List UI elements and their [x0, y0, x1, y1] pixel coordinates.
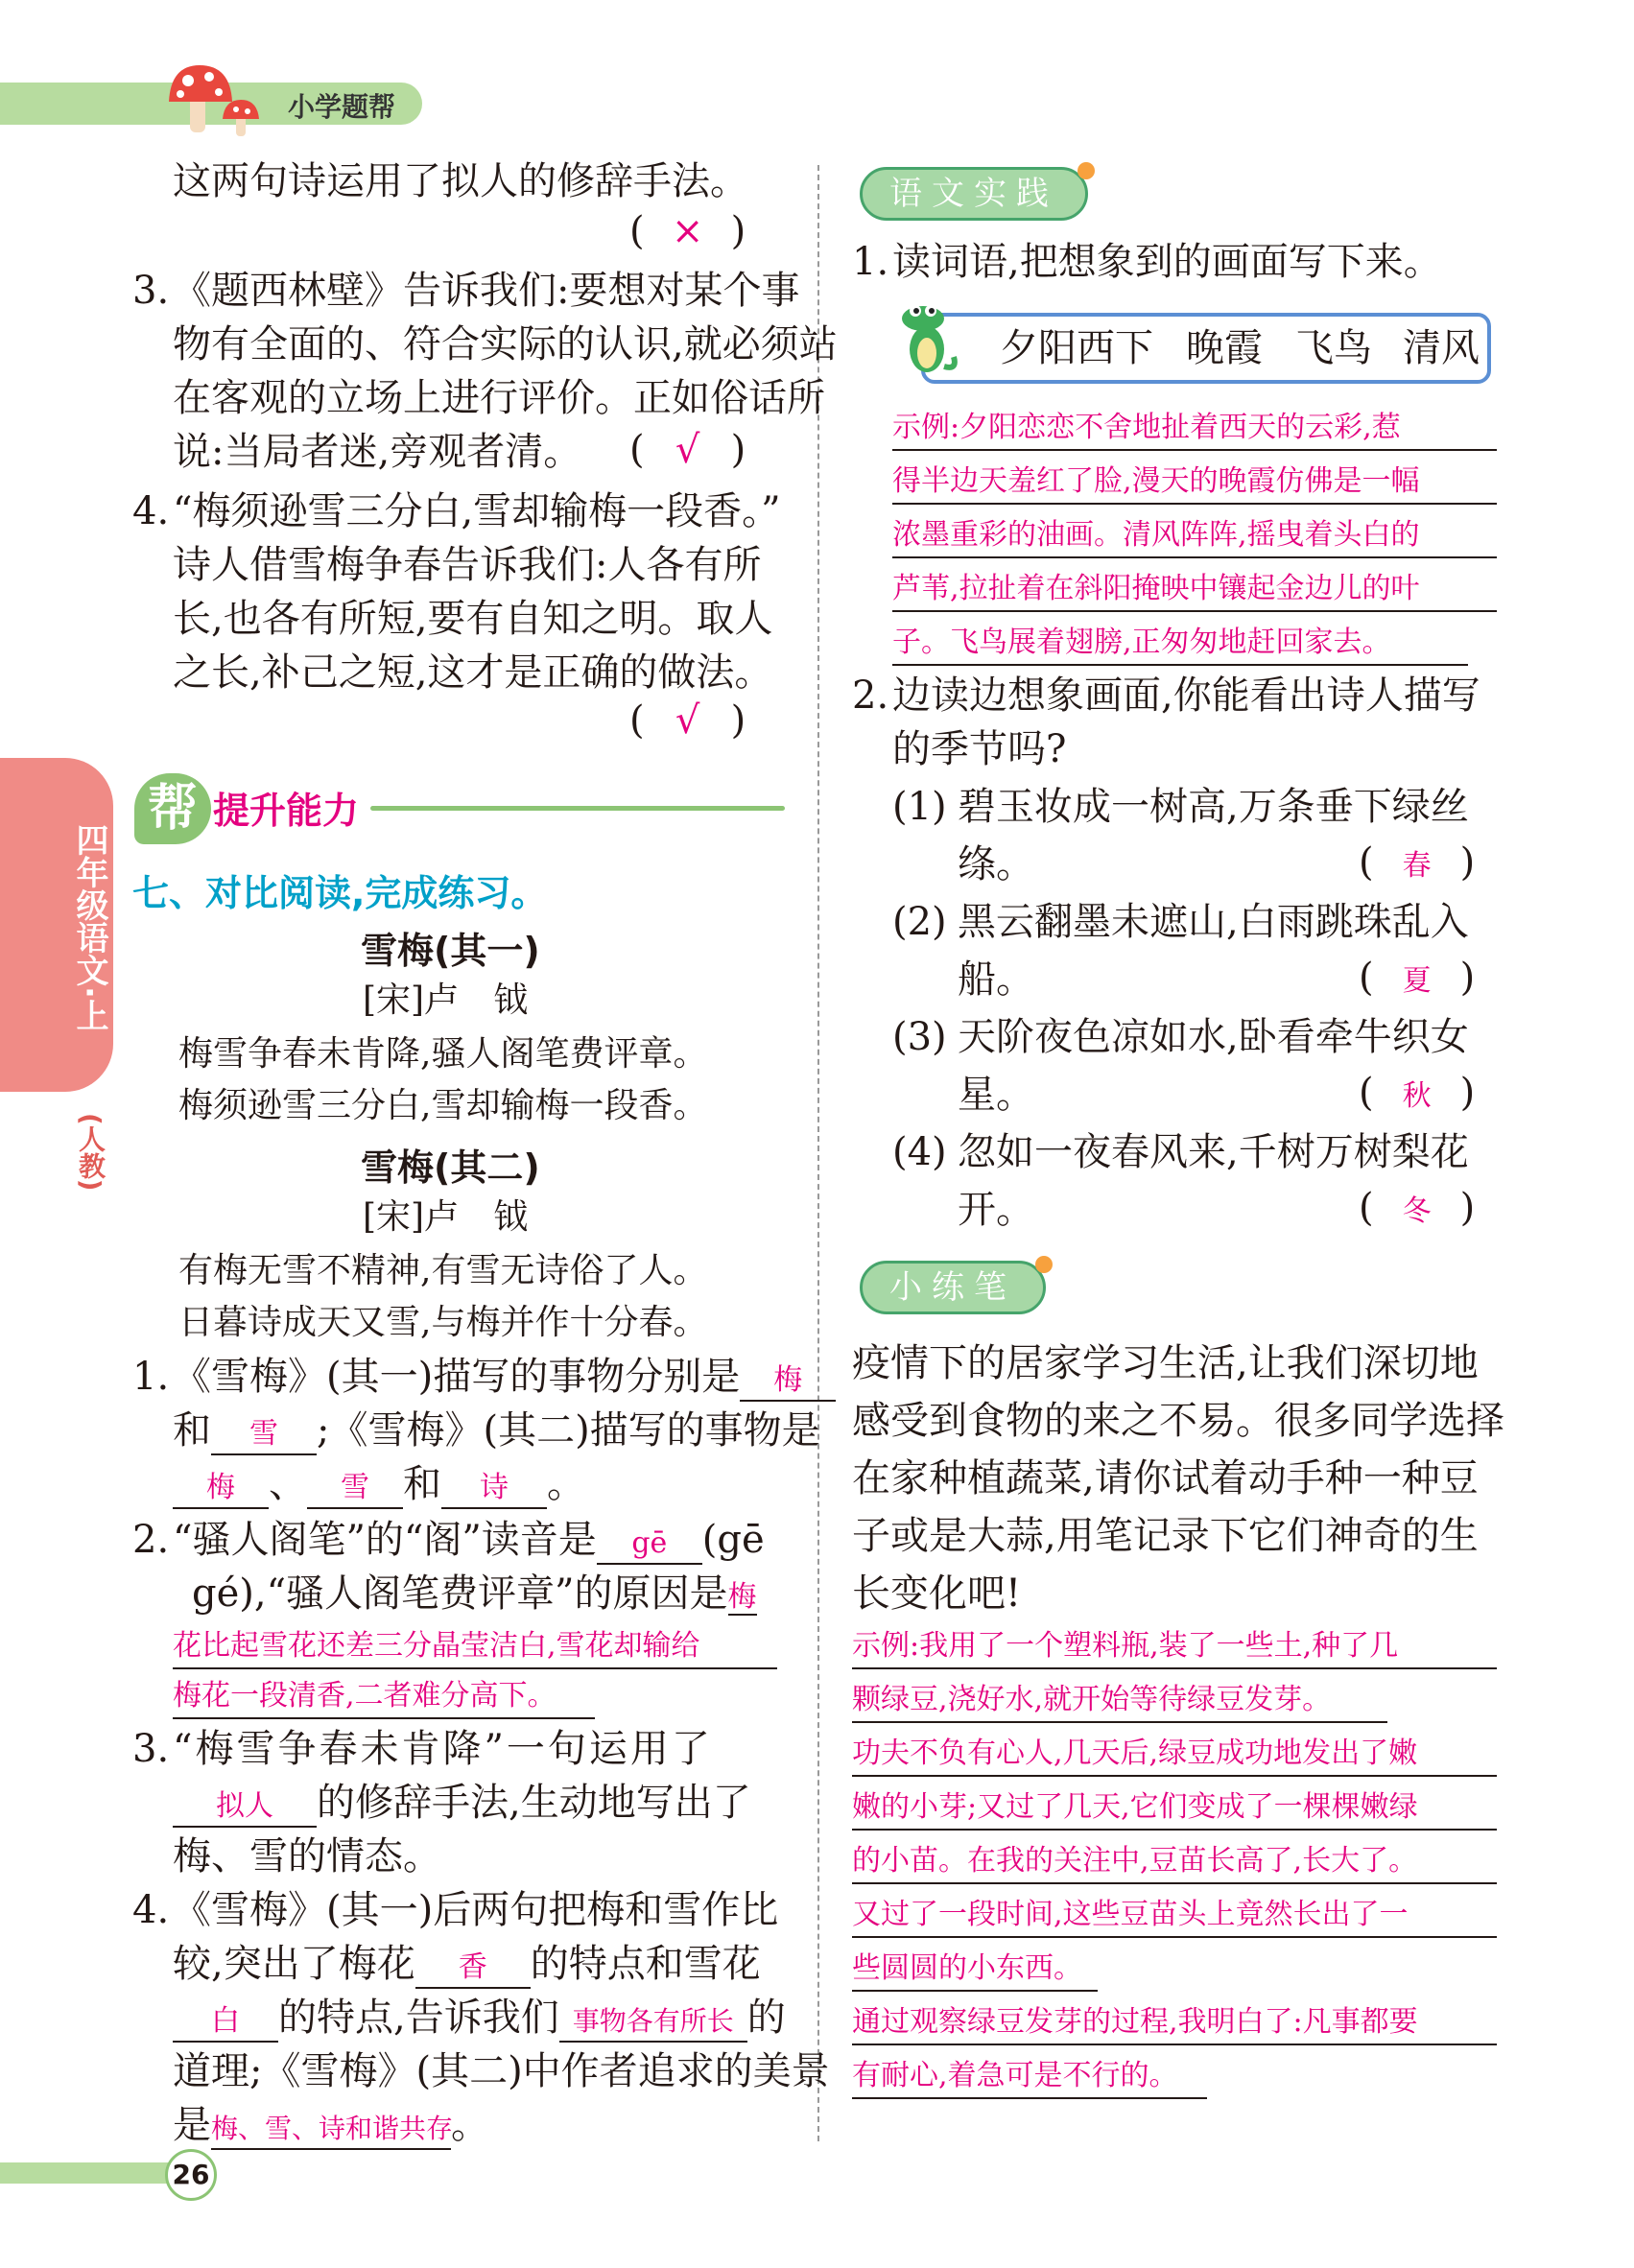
- p2-number: 2.: [852, 673, 889, 718]
- p2-item-answer: ( 春 ): [1359, 840, 1476, 885]
- e4-answer-blank: 白: [173, 2002, 278, 2043]
- p2-line: 边读边想象画面,你能看出诗人描写: [892, 673, 1480, 718]
- e4-text: 的特点,告诉我们: [278, 1996, 559, 2040]
- e4-text: 。: [451, 2103, 489, 2147]
- poem2-author: [宋]卢 钺: [363, 1197, 529, 1237]
- q4-line: “梅须逊雪三分白,雪却输梅一段香。”: [173, 489, 781, 533]
- e3-line: “梅雪争春未肯降”一句运用了: [173, 1727, 713, 1771]
- pen-line: 疫情下的居家学习生活,让我们深切地: [852, 1341, 1479, 1385]
- p2-item-line: 绦。: [958, 842, 1034, 886]
- practice-title: [860, 167, 1088, 221]
- q3-line: 说:当局者迷,旁观者清。: [173, 430, 582, 474]
- poem1-author: [宋]卢 钺: [363, 980, 529, 1020]
- p2-item-line: 碧玉妆成一树高,万条垂下绿丝: [958, 785, 1469, 829]
- e3-text: 的修辞手法,生动地写出了: [317, 1781, 751, 1825]
- p2-line: 的季节吗?: [892, 727, 1067, 771]
- e1-text: 。: [547, 1462, 585, 1506]
- e2-answer-blank: gē: [597, 1524, 702, 1565]
- pen-title: [860, 1261, 1046, 1314]
- edition-label: (人教): [75, 1113, 107, 1192]
- poem1-line: 梅须逊雪三分白,雪却输梅一段香。: [178, 1086, 708, 1125]
- e4-line: [173, 2097, 489, 2153]
- q3-number: 3.: [132, 269, 170, 313]
- word-item: 晚霞: [1186, 326, 1263, 370]
- e4-line: 道理;《雪梅》(其二)中作者追求的美景: [173, 2049, 830, 2093]
- crocodile-icon: [894, 299, 961, 380]
- p1-answer-line: 浓墨重彩的油画。清风阵阵,摇曳着头白的: [892, 508, 1497, 558]
- pen-title-text: 小练笔: [889, 1268, 1016, 1307]
- e1-line: [173, 1456, 585, 1512]
- e3-number: 3.: [132, 1727, 170, 1771]
- q2-answer: ( × ): [629, 209, 746, 253]
- section-title: 提升能力: [213, 790, 360, 832]
- pen-answer-line: 嫩的小芽;又过了几天,它们变成了一棵棵嫩绿: [852, 1781, 1497, 1831]
- e1-line: [173, 1403, 820, 1458]
- word-item: 清风: [1403, 326, 1480, 370]
- pen-answer-line: 颗绿豆,浇好水,就开始等待绿豆发芽。: [852, 1673, 1387, 1723]
- e4-line: [173, 1990, 786, 2045]
- q4-line: 之长,补己之短,这才是正确的做法。: [173, 650, 773, 695]
- e2-text: (gē: [701, 1518, 765, 1562]
- pen-answer-line: 些圆圆的小东西。: [852, 1942, 1098, 1992]
- p2-item-label: (3): [892, 1015, 947, 1059]
- q3-answer: ( √ ): [629, 428, 746, 472]
- e1-text: ;《雪梅》(其二)描写的事物是: [317, 1408, 820, 1453]
- e3-line: 梅、雪的情态。: [173, 1834, 441, 1878]
- mushroom-icon: [161, 58, 267, 144]
- e1-answer-blank: 诗: [441, 1469, 547, 1509]
- p1-number: 1.: [852, 240, 889, 284]
- grade-label: 四年级语文·上: [70, 823, 108, 1031]
- p2-item-answer: ( 秋 ): [1359, 1071, 1476, 1115]
- p2-item-mark: 秋: [1402, 1079, 1432, 1113]
- orange-dot-icon: [1035, 1256, 1053, 1273]
- e1-answer-blank: 雪: [307, 1469, 403, 1509]
- e1-answer-blank: 梅: [740, 1361, 836, 1402]
- orange-dot-icon: [1077, 162, 1095, 179]
- pen-answer-line: 示例:我用了一个塑料瓶,装了一些土,种了几: [852, 1619, 1497, 1669]
- page-number: 26: [165, 2149, 217, 2201]
- e1-answer-blank: 雪: [211, 1415, 317, 1455]
- q4-answer: ( √ ): [629, 698, 746, 743]
- pen-answer-line: 又过了一段时间,这些豆苗头上竟然长出了一: [852, 1888, 1497, 1938]
- e4-answer-blank: 香: [415, 1949, 531, 1989]
- p2-item-line: 黑云翻墨未遮山,白雨跳珠乱入: [958, 900, 1469, 944]
- q3-line: 在客观的立场上进行评价。正如俗话所: [173, 376, 825, 420]
- e1-number: 1.: [132, 1355, 170, 1399]
- e4-answer-blank: 事物各有所长: [559, 2002, 747, 2043]
- e4-line: [173, 1936, 761, 1992]
- p2-item-mark: 春: [1402, 849, 1432, 883]
- p2-item-answer: ( 夏 ): [1359, 956, 1476, 1000]
- e2-number: 2.: [132, 1518, 170, 1562]
- pen-line: 在家种植蔬菜,请你试着动手种一种豆: [852, 1456, 1479, 1500]
- q4-line: 长,也各有所短,要有自知之明。取人: [173, 597, 773, 641]
- e4-line: 《雪梅》(其一)后两句把梅和雪作比: [173, 1888, 779, 1932]
- e2-text: “骚人阁笔”的“阁”读音是: [173, 1518, 597, 1562]
- q2-text: 这两句诗运用了拟人的修辞手法。: [173, 159, 748, 203]
- p1-answer-line: 芦苇,拉扯着在斜阳掩映中镶起金边儿的叶: [892, 562, 1497, 612]
- header-title: 小学题帮: [288, 91, 396, 123]
- p2-item-line: 开。: [958, 1188, 1034, 1232]
- e3-answer-blank: 拟人: [173, 1787, 317, 1828]
- e3-line: [173, 1775, 751, 1831]
- e4-number: 4.: [132, 1888, 170, 1932]
- e1-text: 和: [173, 1408, 211, 1453]
- e4-text: 是: [173, 2103, 211, 2147]
- e4-answer-blank: 梅、雪、诗和谐共存: [211, 2110, 451, 2150]
- e2-text: gé),“骚人阁笔费评章”的原因是: [192, 1571, 728, 1616]
- q3-line: 物有全面的、符合实际的认识,就必须站: [173, 322, 838, 366]
- footer-bar: [0, 2162, 169, 2184]
- p2-item-line: 忽如一夜春风来,千树万树梨花: [958, 1130, 1469, 1174]
- p2-item-label: (1): [892, 785, 947, 829]
- p2-item-label: (2): [892, 900, 947, 944]
- e2-line: [192, 1566, 757, 1625]
- pen-line: 长变化吧!: [852, 1571, 1022, 1616]
- pen-answer-line: 的小苗。在我的关注中,豆苗长高了,长大了。: [852, 1834, 1497, 1884]
- q4-line: 诗人借雪梅争春告诉我们:人各有所: [173, 543, 762, 587]
- poem2-title: 雪梅(其二): [361, 1146, 540, 1189]
- e4-text: 的: [746, 1996, 786, 2040]
- p2-item-mark: 冬: [1402, 1194, 1432, 1228]
- section-badge: 帮: [134, 773, 211, 844]
- p2-item-line: 天阶夜色凉如水,卧看牵牛织女: [958, 1015, 1469, 1059]
- e4-text: 的特点和雪花: [530, 1942, 761, 1986]
- p2-item-line: 船。: [958, 957, 1034, 1002]
- e1-text: 和: [403, 1462, 441, 1506]
- pen-line: 子或是大蒜,用笔记录下它们神奇的生: [852, 1514, 1479, 1558]
- q2-mark: ×: [671, 209, 704, 253]
- e1-line: [173, 1349, 836, 1405]
- e1-text: 、: [269, 1462, 307, 1506]
- q4-number: 4.: [132, 489, 170, 533]
- q3-line: 《题西林壁》告诉我们:要想对某个事: [173, 269, 800, 313]
- section-rule: [370, 806, 785, 811]
- e2-answer-line: 梅花一段清香,二者难分高下。: [173, 1669, 595, 1719]
- q4-mark: √: [675, 698, 700, 743]
- p2-item-answer: ( 冬 ): [1359, 1186, 1476, 1230]
- pen-answer-line: 功夫不负有心人,几天后,绿豆成功地发出了嫩: [852, 1727, 1497, 1777]
- e2-line: [173, 1512, 765, 1568]
- pen-answer-line: 有耐心,着急可是不行的。: [852, 2049, 1207, 2099]
- p1-answer-line: 得半边天羞红了脸,漫天的晚霞仿佛是一幅: [892, 455, 1497, 505]
- q3-mark: √: [675, 428, 700, 472]
- p2-item-line: 星。: [958, 1073, 1034, 1117]
- e1-text: 《雪梅》(其一)描写的事物分别是: [173, 1355, 741, 1399]
- p1-answer-line: 示例:夕阳恋恋不舍地扯着西天的云彩,惹: [892, 401, 1497, 451]
- p1-text: 读词语,把想象到的画面写下来。: [892, 240, 1442, 284]
- p2-item-mark: 夏: [1402, 964, 1432, 998]
- poem1-line: 梅雪争春未肯降,骚人阁笔费评章。: [178, 1034, 708, 1074]
- e2-answer-line: 花比起雪花还差三分晶莹洁白,雪花却输给: [173, 1619, 777, 1669]
- column-divider: [817, 165, 819, 2141]
- pen-answer-line: 通过观察绿豆发芽的过程,我明白了:凡事都要: [852, 1996, 1497, 2045]
- poem1-title: 雪梅(其一): [361, 930, 540, 972]
- pen-line: 感受到食物的来之不易。很多同学选择: [852, 1399, 1504, 1443]
- poem2-line: 有梅无雪不精神,有雪无诗俗了人。: [178, 1251, 708, 1290]
- part-title: 七、对比阅读,完成练习。: [132, 872, 548, 914]
- e4-text: 较,突出了梅花: [173, 1942, 415, 1986]
- word-item: 夕阳西下: [1000, 326, 1153, 370]
- p1-answer-line: 子。飞鸟展着翅膀,正匆匆地赶回家去。: [892, 616, 1468, 666]
- p2-item-label: (4): [892, 1130, 947, 1174]
- poem2-line: 日暮诗成天又雪,与梅并作十分春。: [178, 1303, 708, 1342]
- practice-title-text: 语文实践: [889, 175, 1058, 213]
- word-item: 飞鸟: [1295, 326, 1372, 370]
- e2-answer: 梅: [727, 1580, 757, 1614]
- e1-answer-blank: 梅: [173, 1469, 269, 1509]
